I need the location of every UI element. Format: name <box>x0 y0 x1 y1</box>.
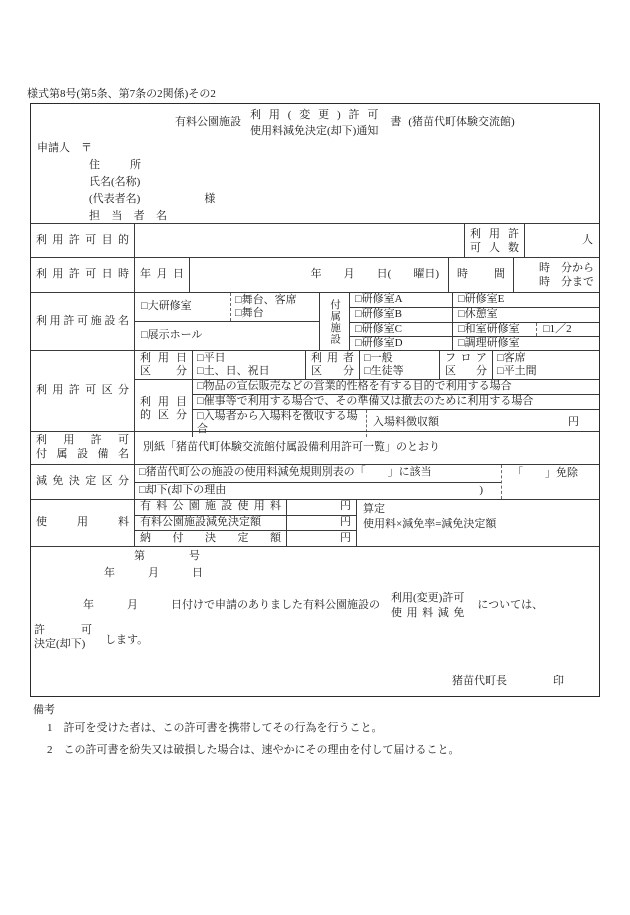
checkbox-rejection: □却下(却下の理由 <box>139 483 227 496</box>
checkbox-general-user: □一般 <box>364 352 393 364</box>
facility-main-group <box>134 293 319 350</box>
decision-option-permit: 利用(変更)許可 <box>391 592 465 604</box>
header-row <box>31 104 599 223</box>
notes-title: 備考 <box>33 704 55 716</box>
checkbox-exhibition-hall: □展示ホール <box>141 329 203 342</box>
decision-option-reduction: 使用料減免 <box>391 607 465 619</box>
purpose-category-label: 利用目 的区分 <box>140 395 187 421</box>
checkbox-room-d: □研修室D <box>355 337 403 350</box>
name-label: 氏名(名称) <box>89 176 141 188</box>
checkbox-room-e: □研修室E <box>452 293 599 307</box>
permitted-count-label: 利用許 可人数 <box>464 224 524 257</box>
title-option-stack <box>250 107 378 139</box>
form-title <box>175 107 515 139</box>
checkbox-weekday: □平日 <box>197 352 226 364</box>
form-number: 様式第8号(第5条、第7条の2関係)その2 <box>27 88 216 100</box>
count-unit: 人 <box>582 233 593 246</box>
fee-item-reduction: 有料公園施設減免決定額 <box>140 516 261 529</box>
seal-mark: 印 <box>553 675 564 687</box>
action-decide-reject: 決定(却下) <box>34 638 86 650</box>
checkbox-commercial-use: □物品の宣伝販売などの営業的性格を有する目的で利用する場合 <box>197 380 512 392</box>
room-grid-row <box>350 307 599 322</box>
time-from: 時 分から <box>539 262 594 274</box>
time-value-cell <box>513 258 599 292</box>
checkbox-admission-charged: □入場者から入場料を徴収する場合 <box>197 409 358 436</box>
checkbox-weekend-holiday: □土、日、祝日 <box>197 365 270 377</box>
stage-options <box>230 293 319 321</box>
fee-item-payment: 納付決定額 <box>140 531 281 544</box>
title-option-reduction-notice: 使用料減免決定(却下)通知 <box>250 125 379 137</box>
note-item-2: 2 この許可書を紛失又は破損した場合は、速やかにその理由を付して届けること。 <box>47 744 460 756</box>
checkbox-room-b: □研修室B <box>355 307 402 320</box>
note-item-1: 1 許可を受けた者は、この許可書を携帯してその行為を行うこと。 <box>47 722 383 734</box>
fee-row <box>31 499 599 546</box>
checkbox-room-a: □研修室A <box>355 293 403 305</box>
address-label: 住所 <box>89 159 141 171</box>
permit-purpose-label: 利用許可目的 <box>36 233 129 246</box>
document-number: 第 号 <box>134 550 200 562</box>
exemption-cell <box>501 465 599 499</box>
decision-row <box>31 546 599 696</box>
permitted-count-value-cell <box>524 224 599 257</box>
day-category-label: 利用日 区分 <box>140 352 187 377</box>
checkbox-cooking-room: □調理研修室 <box>452 337 599 351</box>
user-category-label: 利用者 区分 <box>305 351 359 379</box>
contact-label: 担当者名 <box>89 210 167 222</box>
fee-amount-payment-cell: 円 <box>287 530 356 546</box>
checkbox-room-c: □研修室C <box>355 322 402 335</box>
category-top-band <box>135 351 599 380</box>
floor-category-label: フロア 区分 <box>439 351 492 379</box>
reduction-row <box>31 464 599 499</box>
title-suffix: 書 <box>390 116 402 129</box>
fee-amount-usage-cell: 円 <box>340 500 351 513</box>
checkbox-main-hall: □大研修室 <box>141 300 192 313</box>
decision-body-post: については、 <box>477 599 544 612</box>
action-permit: 許可 <box>34 624 92 636</box>
room-grid-row <box>350 322 599 337</box>
decision-action <box>34 623 148 651</box>
category-row <box>31 350 599 436</box>
applicant-label: 申請人 <box>37 142 70 154</box>
form-table <box>30 103 600 697</box>
action-suffix: します。 <box>105 634 149 646</box>
checkbox-japanese-room: □和室研修室 <box>458 322 520 335</box>
fee-amount-reduction-cell: 円 <box>287 515 356 531</box>
permit-purpose-value-cell <box>134 224 464 257</box>
decision-body-pre: 年 月 日付けで申請のありました有料公園施設の <box>83 599 380 612</box>
time-label: 時間 <box>448 258 513 292</box>
annex-facility-label: 付属施設 <box>319 293 349 350</box>
reduction-label: 減免決定区分 <box>36 475 129 488</box>
equipment-row <box>31 431 599 464</box>
permit-datetime-row <box>31 257 599 292</box>
honorific: 様 <box>204 193 216 205</box>
annex-room-grid <box>349 293 599 350</box>
calc-formula: 使用料×減免率=減免決定額 <box>363 518 497 530</box>
fee-label: 使用料 <box>36 516 129 529</box>
checkbox-half-option: □1／2 <box>536 323 599 337</box>
checkbox-flat-floor: □平土間 <box>497 365 537 377</box>
title-facility-prefix: 有料公園施設 <box>175 116 241 129</box>
checkbox-audience-seats: □客席 <box>497 352 526 364</box>
checkbox-event-preparation: □催事等で利用する場合で、その準備又は撤去のために利用する場合 <box>193 394 599 409</box>
purpose-category-band <box>135 380 599 437</box>
category-label: 利用許可区分 <box>36 384 129 397</box>
admission-amount-label: 入場料徴収額 <box>373 416 439 429</box>
title-site-name: (猪苗代町体験交流館) <box>408 116 515 129</box>
facility-row <box>31 292 599 350</box>
permit-datetime-label: 利用許可日時 <box>36 268 129 281</box>
signer-block <box>452 675 564 689</box>
facility-label: 利用許可施設名 <box>36 314 129 327</box>
applicant-block <box>37 140 215 225</box>
calc-title: 算定 <box>363 503 385 515</box>
fee-item-usage: 有料公園施設使用料 <box>140 500 281 513</box>
postal-mark: 〒 <box>81 142 92 154</box>
title-option-permit: 利用(変更)許可 <box>250 109 379 121</box>
time-to: 時 分まで <box>539 276 594 288</box>
checkbox-rest-room: □休憩室 <box>452 308 599 322</box>
checkbox-reduction-applicable: □猪苗代町公の施設の使用料減免規則別表の「 」に該当 <box>139 466 432 479</box>
checkbox-stage: □舞台 <box>235 307 264 319</box>
equipment-label: 利用許可 付属設備名 <box>36 434 129 460</box>
issue-date: 年 月 日 <box>104 567 203 579</box>
decision-option-stack <box>391 591 464 621</box>
checkbox-student-user: □生徒等 <box>364 365 404 377</box>
fee-calculation-cell <box>356 500 599 546</box>
permit-purpose-row <box>31 223 599 257</box>
rejection-close-paren: ) <box>479 483 483 496</box>
signer-title: 猪苗代町長 <box>452 675 507 687</box>
checkbox-stage-seats: □舞台、客席 <box>235 294 297 306</box>
room-grid-row <box>350 336 599 351</box>
date-value-cell: 年 月 日( 曜日) <box>189 258 448 292</box>
room-grid-row <box>350 293 599 307</box>
decision-body <box>83 591 543 621</box>
date-label: 年月日 <box>134 258 189 292</box>
representative-label: (代表者名) <box>89 193 141 205</box>
equipment-value: 別紙「猪苗代町体験交流館付属設備利用許可一覧」のとおり <box>134 432 599 464</box>
exemption-rate-label: 「 」免除 <box>512 466 578 479</box>
admission-amount-unit: 円 <box>568 416 579 429</box>
